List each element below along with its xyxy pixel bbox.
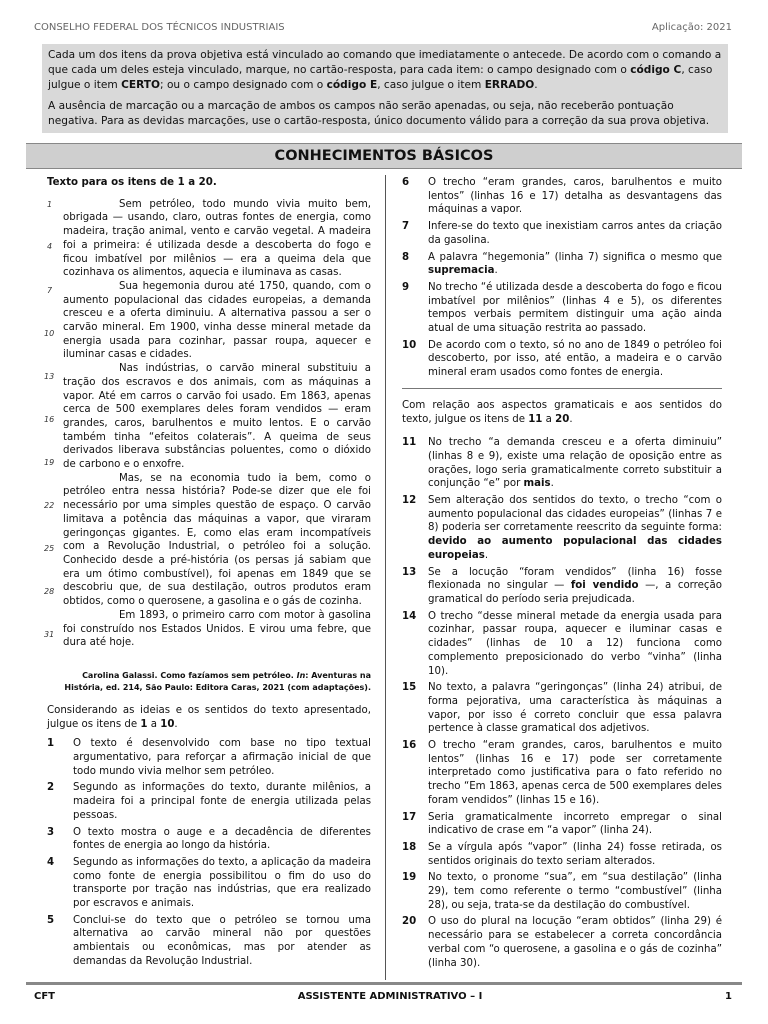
item-number: 12	[402, 495, 417, 507]
page-number: 1	[725, 991, 732, 1002]
item-number: 8	[402, 251, 410, 263]
page-footer	[34, 991, 732, 1002]
item-17	[402, 811, 722, 838]
instructions-paragraph-1	[48, 48, 722, 93]
line-number: 13	[44, 372, 55, 381]
line-number: 25	[44, 544, 55, 553]
item-text: O trecho “eram grandes, caros, barulhentos e muito lentos” (linhas 16 e 17) detalha as desvantagens das máquinas a vapor.	[428, 177, 722, 216]
item-text-part: —, a correção gramatical do período seria prejudicada.	[428, 580, 722, 605]
item-text: No trecho “é utilizada desde a descoberta do fogo e ficou imbatível por milênios” (linhas 4 e 5), os diferentes tempos verbais permitem distinguir uma ação ainda atual de uma situação restrita ao passado.	[428, 281, 722, 335]
line-number: 4	[47, 242, 53, 251]
instr-code-e: código E	[326, 79, 378, 91]
passage-paragraph: Nas indústrias, o carvão mineral substituiu a tração dos escravos e dos animais, com as máquinas a vapor. Até em carros o carvão foi usado. Em 1863, apenas cerca de 500 exemplares deles foram vendidos — eram grandes, caros, barulhentos e muito lentos. E o carvão também tinha “efeitos colaterais”. A queima de seus derivados liberava substâncias poluentes, como o dióxido de carbono e o enxofre.	[63, 363, 371, 471]
intro-text: .	[569, 413, 573, 425]
passage	[63, 198, 371, 650]
item-12	[402, 494, 722, 563]
item-bold: supremacia	[428, 265, 495, 277]
item-text: Segundo as informações do texto, a aplicação da madeira como fonte de energia possibilitou o fim do uso do transporte por tração nas indústrias, que era realizado por escravos e animais.	[73, 856, 371, 910]
item-3	[47, 826, 371, 853]
passage-paragraph: Sua hegemonia durou até 1750, quando, com o aumento populacional das cidades europeias, a demanda cresceu e a oferta diminuiu. A alternativa passou a ser o carvão mineral. Em 1900, vinha desse mineral metade da energia usada para cozinhar, passar roupa, aquecer e iluminar casas e cidades.	[63, 280, 371, 361]
item-number: 6	[402, 177, 410, 188]
intro-text: a	[147, 718, 161, 730]
line-number: 7	[47, 286, 53, 295]
item-number: 18	[402, 841, 417, 853]
line-number: 16	[44, 415, 55, 424]
item-20	[402, 915, 722, 970]
item-15	[402, 681, 722, 736]
item-14	[402, 610, 722, 679]
item-bold: mais	[523, 478, 551, 490]
instr-text: , caso julgue o item	[377, 79, 485, 91]
org-name: CONSELHO FEDERAL DOS TÉCNICOS INDUSTRIAIS	[34, 22, 285, 33]
item-10	[402, 339, 722, 380]
intro-text: Com relação aos aspectos gramaticais e aos sentidos do texto, julgue os itens de	[402, 399, 722, 425]
left-column	[47, 176, 371, 972]
item-bold: devido ao aumento populacional das cidades europeias	[428, 536, 722, 561]
instr-code-c: código C	[630, 64, 682, 76]
item-text	[428, 566, 722, 607]
item-18	[402, 841, 722, 868]
item-8	[402, 251, 722, 278]
item-number: 9	[402, 281, 410, 293]
item-text-part: A palavra “hegemonia” (linha 7) significa o mesmo que	[428, 251, 722, 263]
item-16	[402, 739, 722, 808]
item-6	[402, 176, 722, 217]
instructions-box	[42, 44, 728, 133]
intro-num: 10	[160, 718, 175, 730]
intro-num: 20	[555, 413, 570, 425]
credit-in: In	[296, 670, 306, 680]
item-text: O uso do plural na locução “eram obtidos” (linha 29) é necessário para se estabelecer a correta concordância verbal com “o querosene, a gasolina e o gás de cozinha” (linha 30).	[428, 916, 722, 969]
item-11	[402, 436, 722, 491]
instr-text: , caso julgue o item	[48, 64, 713, 91]
item-number: 11	[402, 437, 417, 449]
line-number: 22	[44, 501, 55, 510]
text-lead: Texto para os itens de 1 a 20.	[47, 177, 217, 188]
column-divider	[385, 175, 386, 980]
footer-role: ASSISTENTE ADMINISTRATIVO – I	[297, 991, 483, 1002]
item-4	[47, 856, 371, 911]
section-title: CONHECIMENTOS BÁSICOS	[26, 143, 742, 169]
passage-paragraph: Sem petróleo, todo mundo vivia muito bem, obrigada — usando, claro, outras fontes de energia, como madeira, tração animal, vento e carvão vegetal. A madeira foi a primeira: é utilizada desde a descoberta do fogo e ficou imbatível por milênios — era a queima dela que cozinhava os alimentos, aquecia e iluminava as casas.	[63, 198, 371, 279]
instr-text: .	[534, 79, 538, 91]
items-instruction	[402, 399, 722, 426]
item-number: 2	[47, 782, 55, 794]
instr-text: ; ou o campo designado com o	[160, 79, 327, 91]
item-text: Se a vírgula após “vapor” (linha 24) fosse retirada, os sentidos originais do texto seriam alterados.	[428, 841, 722, 867]
item-number: 3	[47, 826, 55, 838]
item-text-part: No trecho “a demanda cresceu e a oferta diminuiu” (linhas 8 e 9), existe uma relação de oposição entre as orações, logo seria gramaticalmente correto substituir a conjunção “e” por	[428, 437, 722, 490]
item-number: 5	[47, 914, 55, 926]
item-number: 1	[47, 738, 55, 750]
intro-text: a	[542, 413, 556, 425]
item-text	[428, 436, 722, 491]
item-number: 13	[402, 566, 417, 578]
item-number: 17	[402, 811, 417, 823]
intro-num: 1	[140, 718, 148, 730]
line-number: 31	[44, 630, 55, 639]
line-number: 1	[47, 200, 53, 209]
item-text: Segundo as informações do texto, durante milênios, a madeira foi a principal fonte de energia utilizada pelas pessoas.	[73, 782, 371, 821]
footer-code: CFT	[34, 991, 55, 1002]
item-text: O trecho “desse mineral metade da energia usada para cozinhar, passar roupa, aquecer e iluminar casas e cidades” (linhas de 10 a 12) funciona como complemento preposicionado do verbo “vinha” (linha 10).	[428, 610, 722, 677]
right-column	[402, 176, 722, 973]
item-text: Infere-se do texto que inexistiam carros antes da criação da gasolina.	[428, 221, 722, 246]
item-number: 14	[402, 610, 417, 622]
item-19	[402, 871, 722, 912]
intro-text: Considerando as ideias e os sentidos do texto apresentado, julgue os itens de	[47, 704, 371, 730]
credit-text: Carolina Galassi. Como fazíamos sem petróleo.	[82, 670, 297, 680]
item-bold: foi vendido	[570, 580, 639, 592]
intro-text: .	[174, 718, 178, 730]
item-number: 15	[402, 682, 417, 694]
item-7	[402, 220, 722, 247]
item-number: 10	[402, 339, 417, 351]
item-text	[428, 251, 722, 278]
instr-text: Cada um dos itens da prova objetiva está vinculado ao comando que imediatamente o antecede. De acordo com o comando a que cada um deles esteja vinculado, marque, no cartão-resposta, para cada item: o campo designado com o	[48, 49, 722, 76]
line-number: 28	[44, 587, 55, 596]
passage-paragraph: Em 1893, o primeiro carro com motor à gasolina foi construído nos Estados Unidos. E virou uma febre, que dura até hoje.	[63, 609, 371, 649]
line-number: 10	[44, 329, 55, 338]
instr-certo: CERTO	[121, 79, 161, 91]
passage-paragraph: Mas, se na economia tudo ia bem, como o petróleo entra nessa história? Pode-se dizer que ele foi necessário por uma simples questão de espaço. O carvão limitava a potência das máquinas a vapor, que viraram geringonças gigantes. E, como elas eram incompatíveis com a Revolução Industrial, o petróleo foi a solução. Conhecido desde a pré-história (os persas já sabiam que era um ótimo combustível), foi apenas em 1849 que se descobriu que, de sua destilação, outros produtos eram obtidos, como o querosene, a gasolina e o gás de cozinha.	[63, 472, 371, 608]
credit-text: : Aventuras na História, ed. 214, São Paulo: Editora Caras, 2021 (com adaptações).	[64, 670, 371, 692]
item-text: O trecho “eram grandes, caros, barulhentos e muito lentos” (linhas 16 e 17) pode ser corretamente interpretado como justificativa para o fato referido no trecho “Em 1863, apenas cerca de 500 exemplares deles foram vendidos” (linhas 15 e 16).	[428, 740, 722, 806]
item-text-part: .	[494, 265, 498, 277]
line-number: 19	[44, 458, 55, 467]
item-9	[402, 281, 722, 336]
item-text-part: Se a locução “foram vendidos” (linha 16) fosse flexionada no singular —	[428, 566, 722, 592]
item-number: 4	[47, 856, 55, 868]
instr-errado: ERRADO	[484, 79, 535, 91]
items-instruction	[47, 704, 371, 731]
item-number: 7	[402, 221, 410, 233]
item-1	[47, 737, 371, 778]
item-text: Conclui-se do texto que o petróleo se tornou uma alternativa ao carvão mineral não por questões ambientais ou econômicas, mas por atender as demandas da Revolução Industrial.	[73, 914, 371, 967]
divider	[402, 388, 722, 389]
instructions-paragraph-2: A ausência de marcação ou a marcação de ambos os campos não serão apenadas, ou seja, não receberão pontuação negativa. Para as devidas marcações, use o cartão-resposta, único documento válido para a correção da sua prova objetiva.	[48, 100, 710, 127]
footer-rule	[26, 982, 742, 985]
item-text	[428, 494, 722, 563]
item-number: 16	[402, 740, 417, 752]
item-number: 19	[402, 872, 417, 884]
item-text: No texto, o pronome “sua”, em “sua destilação” (linha 29), tem como referente o termo “combustível” (linha 28), ou seja, trata-se da destilação do combustível.	[428, 872, 722, 911]
item-text: O texto mostra o auge e a decadência de diferentes fontes de energia ao longo da história.	[73, 826, 371, 852]
item-text-part: .	[550, 478, 554, 490]
item-text: No texto, a palavra “geringonças” (linha 24) atribui, de forma pejorativa, uma característica às máquinas a vapor, por isso é correto concluir que essa palavra pertence à classe gramatical dos adjetivos.	[428, 682, 722, 735]
application-year: Aplicação: 2021	[651, 22, 732, 33]
page-header	[34, 22, 732, 33]
item-2	[47, 781, 371, 822]
intro-num: 11	[528, 413, 543, 425]
item-5	[47, 914, 371, 969]
item-13	[402, 566, 722, 607]
item-text-part: Sem alteração dos sentidos do texto, o trecho “com o aumento populacional das cidades europeias” (linhas 7 e 8) poderia ser corretamente reescrito da seguinte forma:	[428, 495, 722, 534]
source-credit	[47, 670, 371, 694]
item-text: Seria gramaticalmente incorreto empregar o sinal indicativo de crase em “a vapor” (linha 24).	[428, 811, 722, 837]
item-text: O texto é desenvolvido com base no tipo textual argumentativo, para reforçar a afirmação inicial de que todo mundo vivia melhor sem petróleo.	[73, 738, 371, 777]
item-text-part: .	[484, 549, 489, 561]
item-number: 20	[402, 916, 417, 928]
item-text: De acordo com o texto, só no ano de 1849 o petróleo foi descoberto, por isso, até então, a madeira e o carvão mineral eram usados como fontes de energia.	[428, 339, 722, 379]
